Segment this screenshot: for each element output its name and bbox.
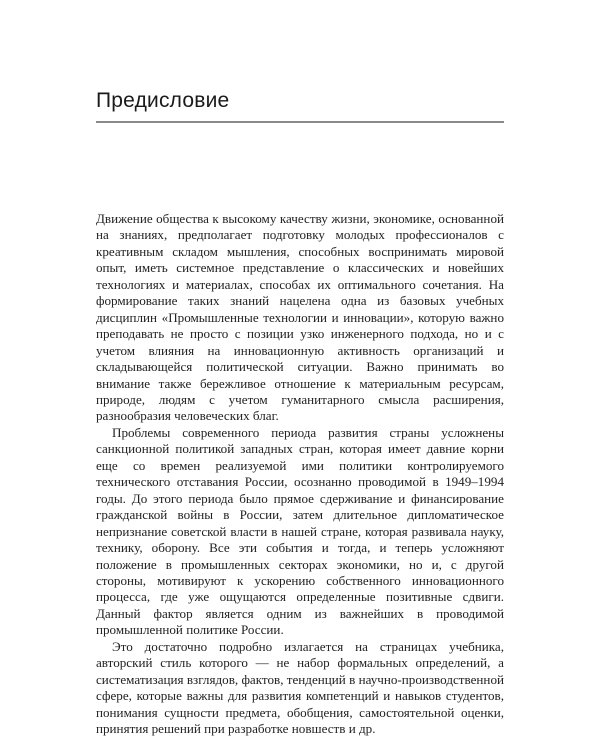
paragraph-2: Проблемы современного периода развития страны усложнены санкционной политикой западных стран, которая имеет давние корни еще со времен реализуемой ими политики контролируемого технического отставания России, осознанно проводимой в 1949–1994 годы. До этого периода было прямое сдерживание и финансирование гражданской войны в России, затем длительное дипломатическое непризнание советской власти в нашей стране, которая развивала науку, технику, оборону. Все эти события и тогда, и теперь усложняют положение в промышленных секторах экономики, но и, с другой стороны, мотивируют к ускорению собственного инновационного процесса, где уже ощущаются определенные позитивные сдвиги. Данный фактор является одним из важнейших в проводимой промышленной политике России. xyxy=(96,424,504,638)
heading-divider xyxy=(96,121,504,123)
paragraph-3: Это достаточно подробно излагается на страницах учебника, авторский стиль которого — не набор формальных определений, а систематизация взглядов, фактов, тенденций в научно-производственной сфере, которые важны для развития компетенций и навыков студентов, понимания сущности предмета, обобщения, самостоятельной оценки, принятия решений при разработке новшеств и др. xyxy=(96,638,504,737)
chapter-title: Предисловие xyxy=(96,89,230,112)
body-text xyxy=(96,211,504,738)
paragraph-1: Движение общества к высокому качеству жизни, экономике, основанной на знаниях, предполагает подготовку молодых профессионалов с креативным складом мышления, способных воспринимать мировой опыт, иметь системное представление о классических и новейших технологиях и материалах, способах их оптимального сочетания. На формирование таких знаний нацелена одна из базовых учебных дисциплин «Промышленные технологии и инновации», которую важно преподавать не просто с позиции узко инженерного подхода, но и с учетом влияния на инновационную активность организаций и складывающейся политической ситуации. Важно принимать во внимание также бережливое отношение к материальным ресурсам, природе, людям с учетом гуманитарного смысла расширения, разнообразия человеческих благ. xyxy=(96,211,504,424)
